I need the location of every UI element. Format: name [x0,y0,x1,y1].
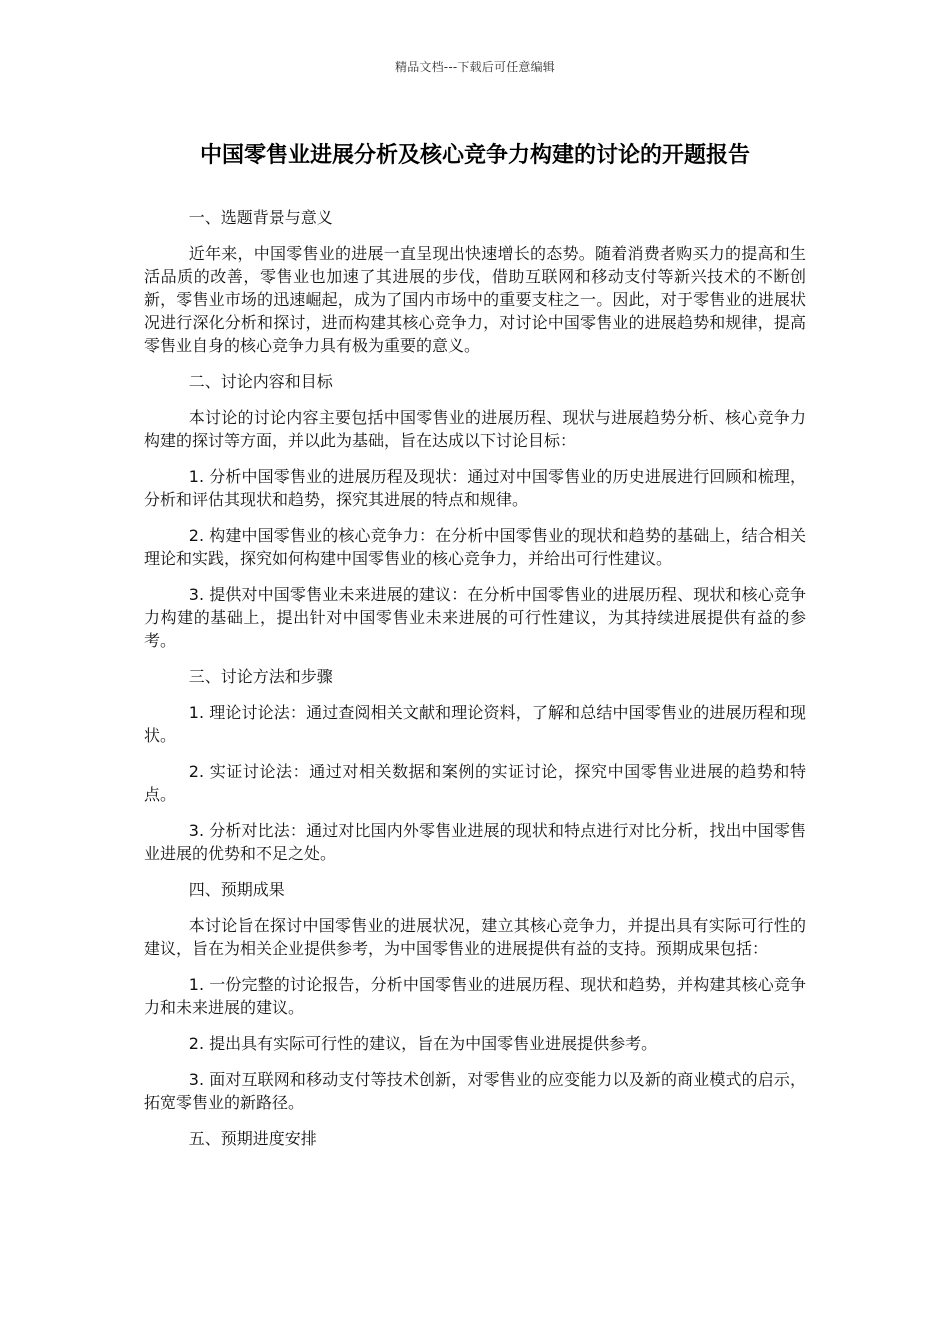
paragraph: 3. 提供对中国零售业未来进展的建议：在分析中国零售业的进展历程、现状和核心竞争力构建的基础上，提出针对中国零售业未来进展的可行性建议，为其持续进展提供有益的参考。 [144,585,806,650]
document-body [144,206,806,1150]
section-heading: 二、讨论内容和目标 [188,372,333,391]
paragraph: 本讨论的讨论内容主要包括中国零售业的进展历程、现状与进展趋势分析、核心竞争力构建的探讨等方面，并以此为基础，旨在达成以下讨论目标： [144,408,806,450]
paragraph: 2. 实证讨论法：通过对相关数据和案例的实证讨论，探究中国零售业进展的趋势和特点。 [144,762,806,804]
paragraph: 1. 一份完整的讨论报告，分析中国零售业的进展历程、现状和趋势，并构建其核心竞争力和未来进展的建议。 [144,975,806,1017]
header-note: 精品文档---下载后可任意编辑 [395,60,555,74]
document-title: 中国零售业进展分析及核心竞争力构建的讨论的开题报告 [199,143,750,168]
section-heading: 一、选题背景与意义 [188,208,333,227]
paragraph: 1. 分析中国零售业的进展历程及现状：通过对中国零售业的历史进展进行回顾和梳理，分析和评估其现状和趋势，探究其进展的特点和规律。 [144,467,806,509]
section-heading: 三、讨论方法和步骤 [188,667,333,686]
paragraph: 本讨论旨在探讨中国零售业的进展状况，建立其核心竞争力，并提出具有实际可行性的建议，旨在为相关企业提供参考，为中国零售业的进展提供有益的支持。预期成果包括： [144,916,806,958]
paragraph: 2. 提出具有实际可行性的建议，旨在为中国零售业进展提供参考。 [188,1034,658,1053]
section-heading: 五、预期进度安排 [188,1129,317,1148]
paragraph: 3. 面对互联网和移动支付等技术创新，对零售业的应变能力以及新的商业模式的启示，拓宽零售业的新路径。 [144,1070,806,1112]
paragraph: 近年来，中国零售业的进展一直呈现出快速增长的态势。随着消费者购买力的提高和生活品质的改善，零售业也加速了其进展的步伐，借助互联网和移动支付等新兴技术的不断创新，零售业市场的迅速崛起，成为了国内市场中的重要支柱之一。因此，对于零售业的进展状况进行深化分析和探讨，进而构建其核心竞争力，对讨论中国零售业的进展趋势和规律，提高零售业自身的核心竞争力具有极为重要的意义。 [144,244,806,355]
paragraph: 2. 构建中国零售业的核心竞争力：在分析中国零售业的现状和趋势的基础上，结合相关理论和实践，探究如何构建中国零售业的核心竞争力，并给出可行性建议。 [144,526,806,568]
paragraph: 3. 分析对比法：通过对比国内外零售业进展的现状和特点进行对比分析，找出中国零售业进展的优势和不足之处。 [144,821,806,863]
section-heading: 四、预期成果 [188,880,285,899]
paragraph: 1. 理论讨论法：通过查阅相关文献和理论资料，了解和总结中国零售业的进展历程和现状。 [144,703,806,745]
